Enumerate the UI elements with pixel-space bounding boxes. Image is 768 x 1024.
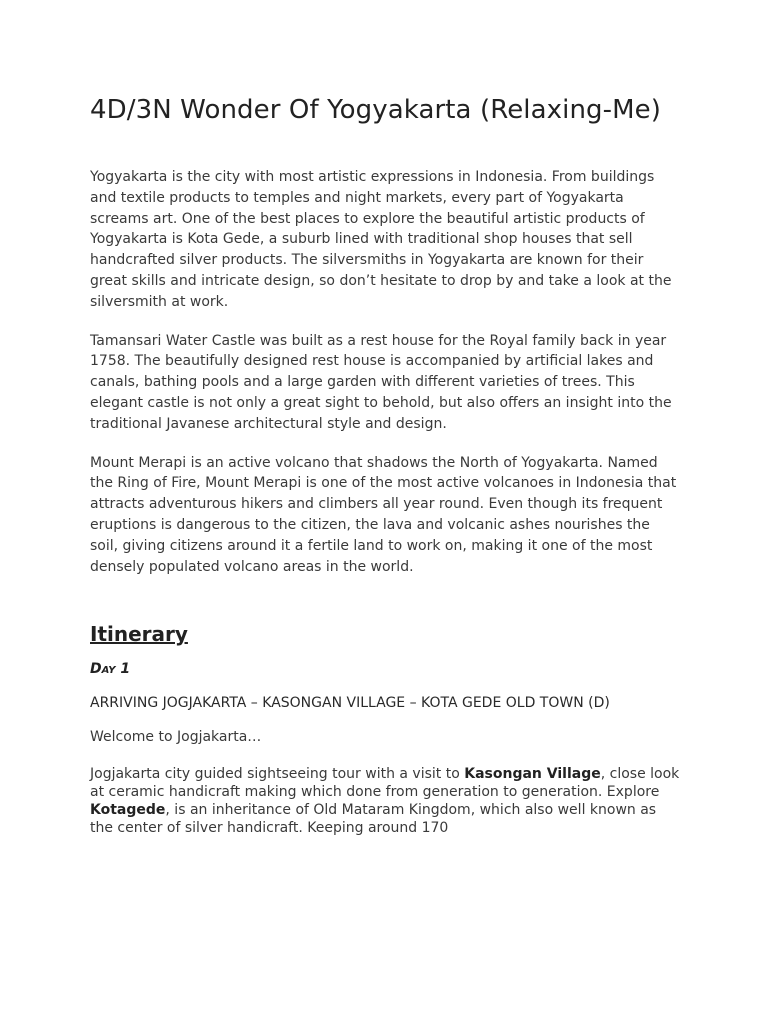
document-page — [90, 92, 680, 838]
day-label: Day 1 — [90, 661, 131, 678]
tour-paragraph — [90, 765, 680, 838]
tour-text-2: , close look at ceramic handicraft making which done from generation to generation. Explore — [90, 765, 680, 801]
intro-paragraph: Yogyakarta is the city with most artistic expressions in Indonesia. From buildings and textile products to temples and night markets, every part of Yogyakarta screams art. One of the best places to explore the beautiful artistic products of Yogyakarta is Kota Gede, a suburb lined with traditional shop houses that sell handcrafted silver products. The silversmiths in Yogyakarta are known for their great skills and intricate design, so don’t hesitate to drop by and take a look at the silversmith at work. — [90, 169, 672, 310]
itinerary-heading: Itinerary — [90, 622, 188, 647]
page-title: 4D/3N Wonder Of Yogyakarta (Relaxing-Me) — [90, 95, 661, 125]
tamansari-paragraph: Tamansari Water Castle was built as a rest house for the Royal family back in year 1758. The beautifully designed rest house is accompanied by artificial lakes and canals, bathing pools and a large garden with different varieties of trees. This elegant castle is not only a great sight to behold, but also offers an insight into the traditional Javanese architectural style and design. — [90, 332, 672, 432]
place-kotagede: Kotagede — [90, 802, 166, 819]
place-kasongan-village: Kasongan Village — [464, 765, 601, 782]
tour-text-3: , is an inheritance of Old Mataram Kingdom, which also well known as the center of silver handicraft. Keeping around 170 — [90, 802, 657, 837]
tour-text-1: Jogjakarta city guided sightseeing tour with a visit to — [90, 765, 465, 782]
welcome-text: Welcome to Jogjakarta… — [90, 728, 262, 745]
merapi-paragraph: Mount Merapi is an active volcano that shadows the North of Yogyakarta. Named the Ring of Fire, Mount Merapi is one of the most active volcanoes in Indonesia that attracts adventurous hikers and climbers all year round. Even though its frequent eruptions is dangerous to the citizen, the lava and volcanic ashes nourishes the soil, giving citizens around it a fertile land to work on, making it one of the most densely populated volcano areas in the world. — [90, 454, 677, 575]
day-route-title: ARRIVING JOGJAKARTA – KASONGAN VILLAGE – KOTA GEDE OLD TOWN (D) — [90, 695, 610, 712]
